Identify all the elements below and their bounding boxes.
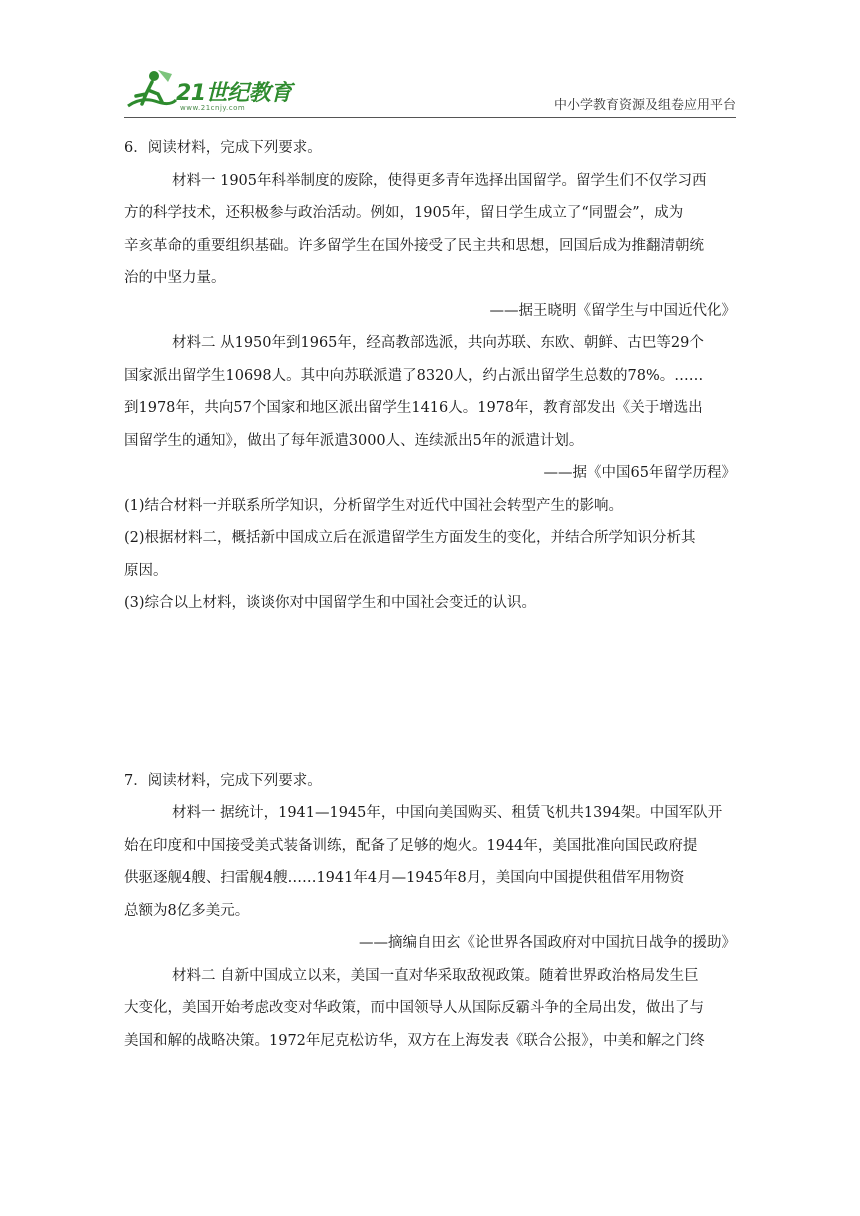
q7-m2-line: 美国和解的战略决策。1972年尼克松访华，双方在上海发表《联合公报》，中美和解之门终 [124, 1032, 705, 1049]
q7-m2-line: 材料二 自新中国成立以来，美国一直对华采取敌视政策。随着世界政治格局发生巨 [172, 967, 699, 984]
q6-m2-line: 材料二 从1950年到1965年，经高教部选派，共向苏联、东欧、朝鲜、古巴等29个 [172, 335, 704, 351]
q7-stem: 7．阅读材料，完成下列要求。 [124, 772, 322, 789]
logo-url: www.21cnjy.com [180, 104, 246, 112]
q6-m1-source: ——据王晓明《留学生与中国近代化》 [489, 302, 736, 319]
q6-question: (1)结合材料一并联系所学知识，分析留学生对近代中国社会转型产生的影响。 [124, 497, 624, 514]
q6-m2-line: 国家派出留学生10698人。其中向苏联派遣了8320人，约占派出留学生总数的78%。…… [124, 367, 704, 384]
page-header [124, 66, 736, 116]
q7-m1-line: 始在印度和中国接受美式装备训练，配备了足够的炮火。1944年，美国批准向国民政府提 [124, 837, 698, 854]
q6-m1-line: 治的中坚力量。 [124, 270, 226, 286]
platform-title: 中小学教育资源及组卷应用平台 [553, 98, 736, 113]
logo [124, 66, 294, 116]
q6-m2-line: 到1978年，共向57个国家和地区派出留学生1416人。1978年，教育部发出《关于增选出 [124, 400, 703, 416]
logo-text: 21世纪教育 [176, 81, 292, 106]
q6-m1-line: 辛亥革命的重要组织基础。许多留学生在国外接受了民主共和思想，回国后成为推翻清朝统 [124, 237, 704, 254]
q6-question: (2)根据材料二，概括新中国成立后在派遣留学生方面发生的变化，并结合所学知识分析其 [124, 530, 696, 546]
document-body [124, 132, 736, 1057]
q6-m2-source: ——据《中国65年留学历程》 [543, 465, 736, 481]
q6-m1-line: 方的科学技术，还积极参与政治活动。例如，1905年，留日学生成立了“同盟会”，成为 [124, 205, 684, 221]
q7-m1-source: ——摘编自田玄《论世界各国政府对中国抗日战争的援助》 [359, 935, 736, 951]
header-divider [124, 117, 736, 118]
q6-question: (3)综合以上材料，谈谈你对中国留学生和中国社会变迁的认识。 [124, 595, 537, 611]
q6-m2-line: 国留学生的通知》，做出了每年派遣3000人、连续派出5年的派遣计划。 [124, 432, 584, 449]
q6-question: 原因。 [124, 562, 168, 579]
q7-m2-line: 大变化，美国开始考虑改变对华政策，而中国领导人从国际反霸斗争的全局出发，做出了与 [124, 1000, 704, 1016]
answer-space [124, 620, 736, 765]
runner-logo-icon [124, 66, 180, 116]
q7-m1-line: 总额为8亿多美元。 [124, 902, 250, 919]
q7-m1-line: 材料一 据统计，1941—1945年，中国向美国购买、租赁飞机共1394架。中国军队开 [172, 805, 723, 821]
q6-m1-line: 材料一 1905年科举制度的废除，使得更多青年选择出国留学。留学生们不仅学习西 [172, 172, 707, 189]
q7-m1-line: 供驱逐舰4艘、扫雷舰4艘……1941年4月—1945年8月，美国向中国提供租借军用物资 [124, 870, 685, 886]
q6-stem: 6．阅读材料，完成下列要求。 [124, 140, 322, 156]
